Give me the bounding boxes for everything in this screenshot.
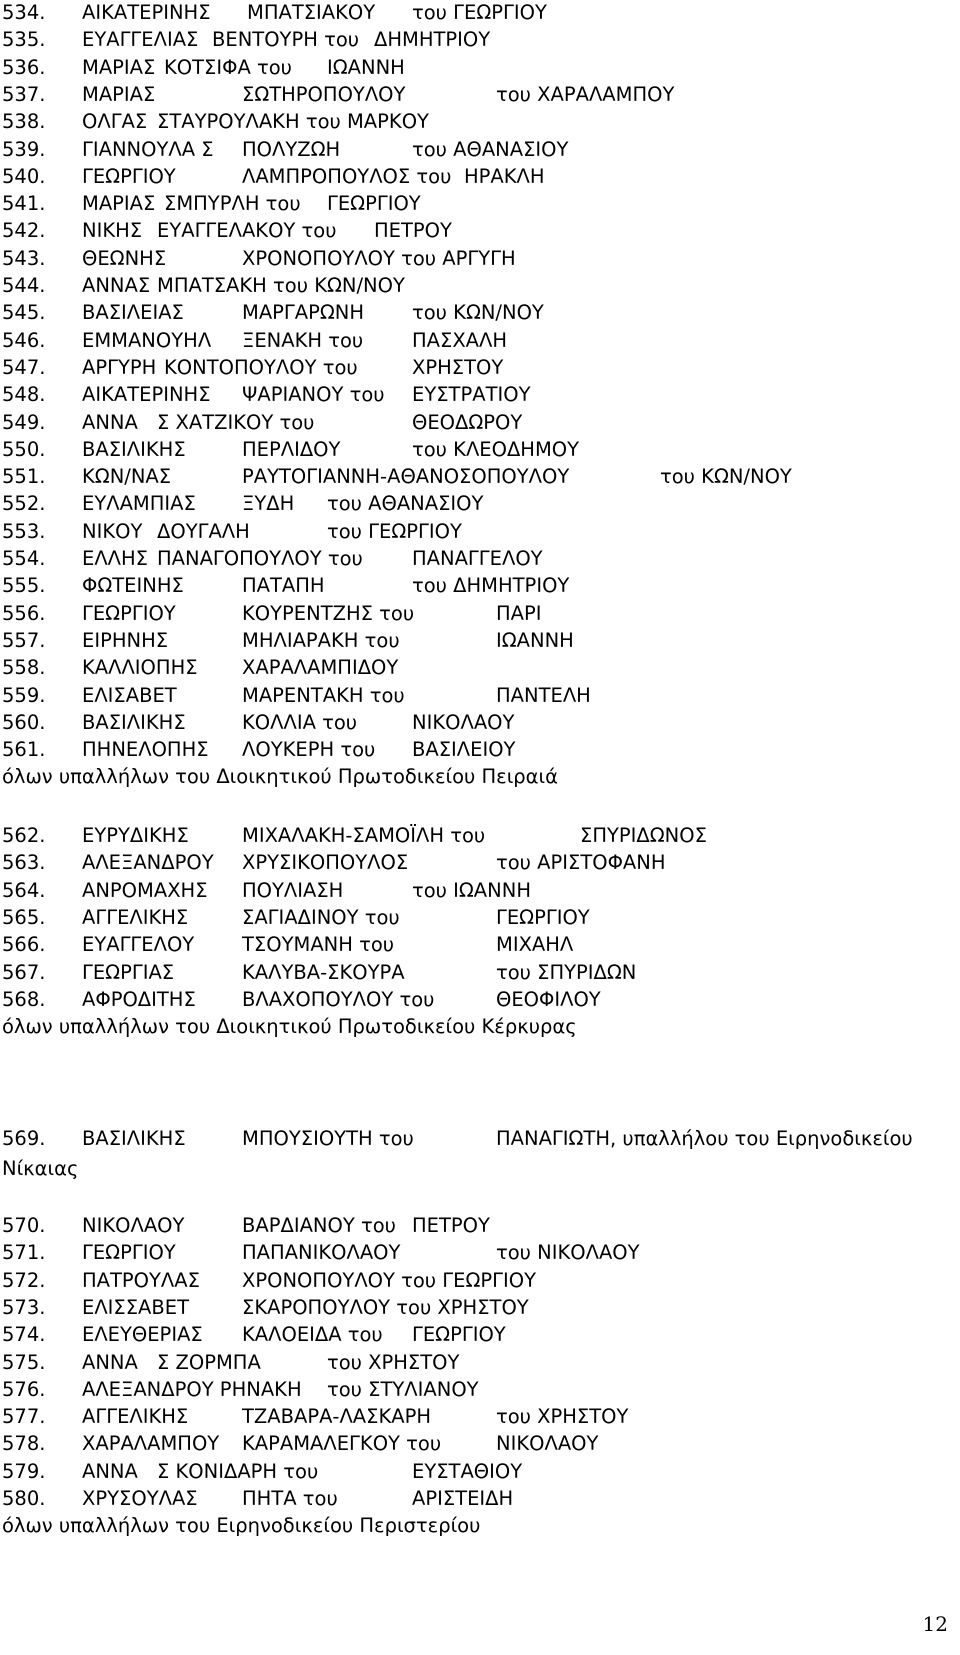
entry-number: 567. xyxy=(2,960,46,984)
entry-text: ΠΑΤΡΟΥΛΑΣ xyxy=(82,1268,200,1292)
entry-text: ΘΕΟΦΙΛΟΥ xyxy=(496,987,601,1011)
entry-text: ΠΗΝΕΛΟΠΗΣ xyxy=(82,738,209,762)
entry-text: Σ ΧΑΤΖΙΚΟΥ του xyxy=(157,410,315,434)
entry-number: 571. xyxy=(2,1241,46,1265)
entry-number: 559. xyxy=(2,683,46,707)
entry-text: ΜΗΛΙΑΡΑΚΗ του xyxy=(242,628,400,652)
entry-number: 554. xyxy=(2,547,46,570)
entry-text: του ΑΘΑΝΑΣΙΟΥ xyxy=(327,492,484,516)
entry-text: του ΓΕΩΡΓΙΟΥ xyxy=(412,1,547,24)
entry-number: 552. xyxy=(2,492,46,516)
entry-number: 580. xyxy=(2,1487,46,1510)
entry-text: ΑΓΓΕΛΙΚΗΣ xyxy=(82,1405,189,1429)
entry-text: ΘΕΩΝΗΣ xyxy=(82,246,167,270)
entry-text: ΨΑΡΙΑΝΟΥ του xyxy=(242,383,385,407)
entry-text: ΓΕΩΡΓΙΟΥ xyxy=(496,905,590,929)
entry-number: 547. xyxy=(2,355,46,379)
entry-text: ΓΕΩΡΓΙΟΥ xyxy=(82,1241,176,1265)
entry-text: ΕΛΕΥΘΕΡΙΑΣ xyxy=(82,1323,203,1347)
section-footer-text: όλων υπαλλήλων του Διοικητικού Πρωτοδικείου Κέρκυρας xyxy=(2,1015,577,1039)
entry-text: του ΑΡΙΣΤΟΦΑΝΗ xyxy=(496,851,666,875)
entry-text: ΛΑΜΠΡΟΠΟΥΛΟΣ του xyxy=(242,164,452,188)
entry-text: ΑΝΝΑ xyxy=(82,1459,138,1483)
entry-text: ΜΑΡΕΝΤΑΚΗ του xyxy=(242,683,405,707)
entry-text: ΠΑΝΑΓΙΩΤΗ, υπαλλήλου του Ειρηνοδικείου xyxy=(496,1127,913,1150)
entry-number: 542. xyxy=(2,219,46,243)
entry-text: ΚΑΛΛΙΟΠΗΣ xyxy=(82,656,198,680)
entry-number: 557. xyxy=(2,628,46,652)
entry-text: ΕΥΛΑΜΠΙΑΣ xyxy=(82,492,196,516)
entry-text: ΕΥΡΥΔΙΚΗΣ xyxy=(82,824,189,847)
entry-number: 578. xyxy=(2,1432,46,1456)
entry-text: ΠΑΤΑΠΗ xyxy=(242,574,325,598)
entry-text: ΕΥΑΓΓΕΛΙΑΣ xyxy=(82,28,199,52)
entry-text: ΑΡΓΥΡΗ xyxy=(82,355,157,379)
entry-text: ΧΑΡΑΛΑΜΠΙΔΟΥ xyxy=(242,656,399,680)
entry-number: 577. xyxy=(2,1405,46,1429)
entry-text: ΠΑΝΤΕΛΗ xyxy=(496,683,591,707)
entry-text: ΕΥΑΓΓΕΛΑΚΟΥ του xyxy=(157,219,337,243)
entry-number: 562. xyxy=(2,824,46,847)
entry-number: 565. xyxy=(2,905,46,929)
entry-text: ΕΥΣΤΑΘΙΟΥ xyxy=(412,1459,523,1483)
entry-number: 568. xyxy=(2,987,46,1011)
entry-text: ΦΩΤΕΙΝΗΣ xyxy=(82,574,184,598)
entry-text: ΚΟΛΛΙΑ του xyxy=(242,710,358,734)
entry-number: 569. xyxy=(2,1127,46,1150)
entry-text: ΣΩΤΗΡΟΠΟΥΛΟΥ xyxy=(242,82,406,106)
entry-text: του ΓΕΩΡΓΙΟΥ xyxy=(327,519,462,543)
entry-text: ΒΑΣΙΛΙΚΗΣ xyxy=(82,710,186,734)
entry-text: ΚΑΛΥΒΑ-ΣΚΟΥΡΑ xyxy=(242,960,405,984)
entry-number: 540. xyxy=(2,164,46,188)
entry-text: ΜΠΟΥΣΙΟΥΤΗ του xyxy=(242,1127,414,1150)
entry-text: ΟΛΓΑΣ xyxy=(82,110,148,134)
entry-number: 541. xyxy=(2,192,46,216)
entry-text: ΔΟΥΓΑΛΗ xyxy=(157,519,250,543)
entry-text: ΑΝΡΟΜΑΧΗΣ xyxy=(82,878,208,902)
entry-number: 563. xyxy=(2,851,46,875)
entry-text: του ΣΤΥΛΙΑΝΟΥ xyxy=(327,1377,479,1401)
entry-text: ΜΠΑΤΣΑΚΗ του ΚΩΝ/ΝΟΥ xyxy=(157,274,405,297)
entry-text: ΜΑΡΙΑΣ xyxy=(82,192,156,216)
entry-text: ΜΙΧΑΗΛ xyxy=(496,933,574,957)
entry-text: ΒΑΣΙΛΕΙΟΥ xyxy=(412,738,516,762)
entry-text: του ΑΘΑΝΑΣΙΟΥ xyxy=(412,137,569,161)
entry-number: 546. xyxy=(2,328,46,352)
entry-number: 572. xyxy=(2,1268,46,1292)
entry-number: 575. xyxy=(2,1350,46,1374)
entry-text: ΑΙΚΑΤΕΡΙΝΗΣ xyxy=(82,383,211,407)
entry-text: ΤΣΟΥΜΑΝΗ του xyxy=(242,933,395,957)
entry-text: ΛΟΥΚΕΡΗ του xyxy=(242,738,376,762)
entry-text: ΠΑΣΧΑΛΗ xyxy=(412,328,508,352)
entry-text: ΤΖΑΒΑΡΑ-ΛΑΣΚΑΡΗ xyxy=(242,1405,432,1429)
entry-text: ΑΙΚΑΤΕΡΙΝΗΣ xyxy=(82,1,211,24)
entry-number: 564. xyxy=(2,878,46,902)
entry-number: 548. xyxy=(2,383,46,407)
entry-number: 560. xyxy=(2,710,46,734)
entry-text: ΙΩΑΝΝΗ xyxy=(496,628,574,652)
entry-number: 539. xyxy=(2,137,46,161)
entry-text: ΒΑΣΙΛΙΚΗΣ xyxy=(82,437,186,461)
entry-text: ΑΦΡΟΔΙΤΗΣ xyxy=(82,987,196,1011)
entry-text: Σ ΚΟΝΙΔΑΡΗ του xyxy=(157,1459,319,1483)
entry-number: 570. xyxy=(2,1214,46,1237)
entry-text: του ΧΡΗΣΤΟΥ xyxy=(327,1350,460,1374)
page-number: 12 xyxy=(922,1612,948,1636)
entry-text: ΑΛΕΞΑΝΔΡΟΥ xyxy=(82,851,214,875)
entry-number: 536. xyxy=(2,55,46,79)
entry-text: ΒΕΝΤΟΥΡΗ του xyxy=(212,28,360,52)
entry-text: ΣΜΠΥΡΛΗ του xyxy=(164,192,301,216)
entry-text: ΚΩΝ/ΝΑΣ xyxy=(82,465,172,489)
entry-number: 544. xyxy=(2,274,46,297)
entry-text: ΚΑΛΟΕΙΔΑ του xyxy=(242,1323,383,1347)
entry-text: του ΔΗΜΗΤΡΙΟΥ xyxy=(412,574,570,598)
entry-text: ΚΟΝΤΟΠΟΥΛΟΥ του xyxy=(164,355,358,379)
entry-text: ΠΕΤΡΟΥ xyxy=(374,219,452,243)
entry-text: του ΙΩΑΝΝΗ xyxy=(412,878,531,902)
entry-text: του ΚΩΝ/ΝΟΥ xyxy=(412,301,544,325)
entry-text: ΝΙΚΗΣ xyxy=(82,219,143,243)
entry-text: του ΚΩΝ/ΝΟΥ xyxy=(660,465,792,489)
entry-text: ΚΟΥΡΕΝΤΖΗΣ του xyxy=(242,601,415,625)
entry-text: Σ ΖΟΡΜΠΑ xyxy=(157,1350,261,1374)
entry-text: ΕΥΑΓΓΕΛΟΥ xyxy=(82,933,195,957)
entry-number: 561. xyxy=(2,738,46,762)
entry-number: 579. xyxy=(2,1459,46,1483)
entry-text: ΓΕΩΡΓΙΟΥ xyxy=(412,1323,506,1347)
entry-text: ΧΡΗΣΤΟΥ xyxy=(412,355,504,379)
entry-text: ΝΙΚΟΛΑΟΥ xyxy=(412,710,515,734)
entry-text: ΚΟΤΣΙΦΑ του xyxy=(164,55,292,79)
entry-text: ΑΛΕΞΑΝΔΡΟΥ ΡΗΝΑΚΗ xyxy=(82,1377,302,1401)
entry-text: ΑΡΙΣΤΕΙΔΗ xyxy=(412,1487,514,1510)
entry-text: ΜΑΡΙΑΣ xyxy=(82,82,156,106)
entry-text: ΜΠΑΤΣΙΑΚΟΥ xyxy=(247,1,376,24)
entry-text: ΧΡΥΣΟΥΛΑΣ xyxy=(82,1487,198,1510)
entry-number: 543. xyxy=(2,246,46,270)
entry-text: ΝΙΚΟΛΑΟΥ xyxy=(82,1214,185,1237)
entry-number: 535. xyxy=(2,28,46,52)
entry-number: 558. xyxy=(2,656,46,680)
entry-text: ΠΑΝΑΓΟΠΟΥΛΟΥ του xyxy=(157,547,363,570)
entry-text: ΕΙΡΗΝΗΣ xyxy=(82,628,169,652)
entry-text: ΡΑΥΤΟΓΙΑΝΝΗ-ΑΘΑΝΟΣΟΠΟΥΛΟΥ xyxy=(242,465,570,489)
entry-number: 545. xyxy=(2,301,46,325)
entry-text: ΝΙΚΟΛΑΟΥ xyxy=(496,1432,599,1456)
entry-text: ΜΑΡΓΑΡΩΝΗ xyxy=(242,301,365,325)
entry-text: ΓΕΩΡΓΙΟΥ xyxy=(82,164,176,188)
entry-text: ΕΥΣΤΡΑΤΙΟΥ xyxy=(412,383,531,407)
entry-text: ΗΡΑΚΛΗ xyxy=(464,164,545,188)
entry-text: ΣΚΑΡΟΠΟΥΛΟΥ του ΧΡΗΣΤΟΥ xyxy=(242,1295,529,1319)
entry-text: ΓΕΩΡΓΙΟΥ xyxy=(82,601,176,625)
entry-text: ΙΩΑΝΝΗ xyxy=(327,55,405,79)
entry-number: 534. xyxy=(2,1,46,24)
entry-text: ΔΗΜΗΤΡΙΟΥ xyxy=(374,28,491,52)
entry-number: 551. xyxy=(2,465,46,489)
entry-text: του ΣΠΥΡΙΔΩΝ xyxy=(496,960,637,984)
entry-text: ΒΑΡΔΙΑΝΟΥ του xyxy=(242,1214,396,1237)
entry-text: ΒΛΑΧΟΠΟΥΛΟΥ του xyxy=(242,987,435,1011)
entry-text: ΞΕΝΑΚΗ του xyxy=(242,328,364,352)
entry-continuation-text: Νίκαιας xyxy=(2,1157,79,1180)
entry-text: ΞΥΔΗ xyxy=(242,492,295,516)
entry-number: 556. xyxy=(2,601,46,625)
entry-number: 566. xyxy=(2,933,46,957)
entry-text: ΕΜΜΑΝΟΥΗΛ xyxy=(82,328,212,352)
entry-text: ΒΑΣΙΛΙΚΗΣ xyxy=(82,1127,186,1150)
entry-text: ΕΛΛΗΣ xyxy=(82,547,148,570)
entry-text: ΠΟΥΛΙΑΣΗ xyxy=(242,878,344,902)
entry-text: ΠΗΤΑ του xyxy=(242,1487,338,1510)
entry-text: ΧΡΟΝΟΠΟΥΛΟΥ του ΓΕΩΡΓΙΟΥ xyxy=(242,1268,536,1292)
entry-text: ΠΕΡΛΙΔΟΥ xyxy=(242,437,341,461)
entry-text: του ΧΑΡΑΛΑΜΠΟΥ xyxy=(496,82,675,106)
entry-number: 549. xyxy=(2,410,46,434)
entry-number: 576. xyxy=(2,1377,46,1401)
entry-text: ΑΝΝΑ xyxy=(82,1350,138,1374)
entry-text: ΠΟΛΥΖΩΗ xyxy=(242,137,341,161)
entry-text: ΝΙΚΟΥ xyxy=(82,519,143,543)
entry-number: 538. xyxy=(2,110,46,134)
entry-text: ΠΑΝΑΓΓΕΛΟΥ xyxy=(412,547,543,570)
entry-text: ΑΝΝΑΣ xyxy=(82,274,151,297)
entry-number: 555. xyxy=(2,574,46,598)
section-footer-text: όλων υπαλλήλων του Διοικητικού Πρωτοδικείου Πειραιά xyxy=(2,765,558,789)
entry-number: 553. xyxy=(2,519,46,543)
entry-text: ΣΠΥΡΙΔΩΝΟΣ xyxy=(580,824,707,847)
entry-text: ΜΙΧΑΛΑΚΗ-ΣΑΜΟΪΛΗ του xyxy=(242,824,486,847)
entry-number: 550. xyxy=(2,437,46,461)
entry-text: ΧΑΡΑΛΑΜΠΟΥ xyxy=(82,1432,220,1456)
entry-text: ΚΑΡΑΜΑΛΕΓΚΟΥ του xyxy=(242,1432,442,1456)
entry-number: 573. xyxy=(2,1295,46,1319)
entry-text: ΓΕΩΡΓΙΑΣ xyxy=(82,960,175,984)
entry-text: ΘΕΟΔΩΡΟΥ xyxy=(412,410,523,434)
entry-text: ΓΕΩΡΓΙΟΥ xyxy=(327,192,421,216)
entry-number: 537. xyxy=(2,82,46,106)
entry-text: ΧΡΥΣΙΚΟΠΟΥΛΟΣ xyxy=(242,851,409,875)
entry-number: 574. xyxy=(2,1323,46,1347)
entry-text: ΓΙΑΝΝΟΥΛΑ Σ xyxy=(82,137,214,161)
entry-text: ΣΑΓΙΑΔΙΝΟΥ του xyxy=(242,905,400,929)
section-footer-text: όλων υπαλλήλων του Ειρηνοδικείου Περιστερίου xyxy=(2,1514,481,1538)
entry-text: του ΚΛΕΟΔΗΜΟΥ xyxy=(412,437,580,461)
entry-text: ΣΤΑΥΡΟΥΛΑΚΗ του ΜΑΡΚΟΥ xyxy=(157,110,429,134)
entry-text: ΕΛΙΣΑΒΕΤ xyxy=(82,683,177,707)
entry-text: ΒΑΣΙΛΕΙΑΣ xyxy=(82,301,184,325)
entry-text: ΠΑΠΑΝΙΚΟΛΑΟΥ xyxy=(242,1241,401,1265)
entry-text: ΠΑΡΙ xyxy=(496,601,542,625)
entry-text: ΕΛΙΣΣΑΒΕΤ xyxy=(82,1295,190,1319)
entry-text: ΑΝΝΑ xyxy=(82,410,138,434)
entry-text: του ΧΡΗΣΤΟΥ xyxy=(496,1405,629,1429)
entry-text: ΑΓΓΕΛΙΚΗΣ xyxy=(82,905,189,929)
entry-text: ΠΕΤΡΟΥ xyxy=(412,1214,490,1237)
entry-text: ΧΡΟΝΟΠΟΥΛΟΥ του ΑΡΓΥΓΗ xyxy=(242,246,516,270)
entry-text: του ΝΙΚΟΛΑΟΥ xyxy=(496,1241,640,1265)
entry-text: ΜΑΡΙΑΣ xyxy=(82,55,156,79)
